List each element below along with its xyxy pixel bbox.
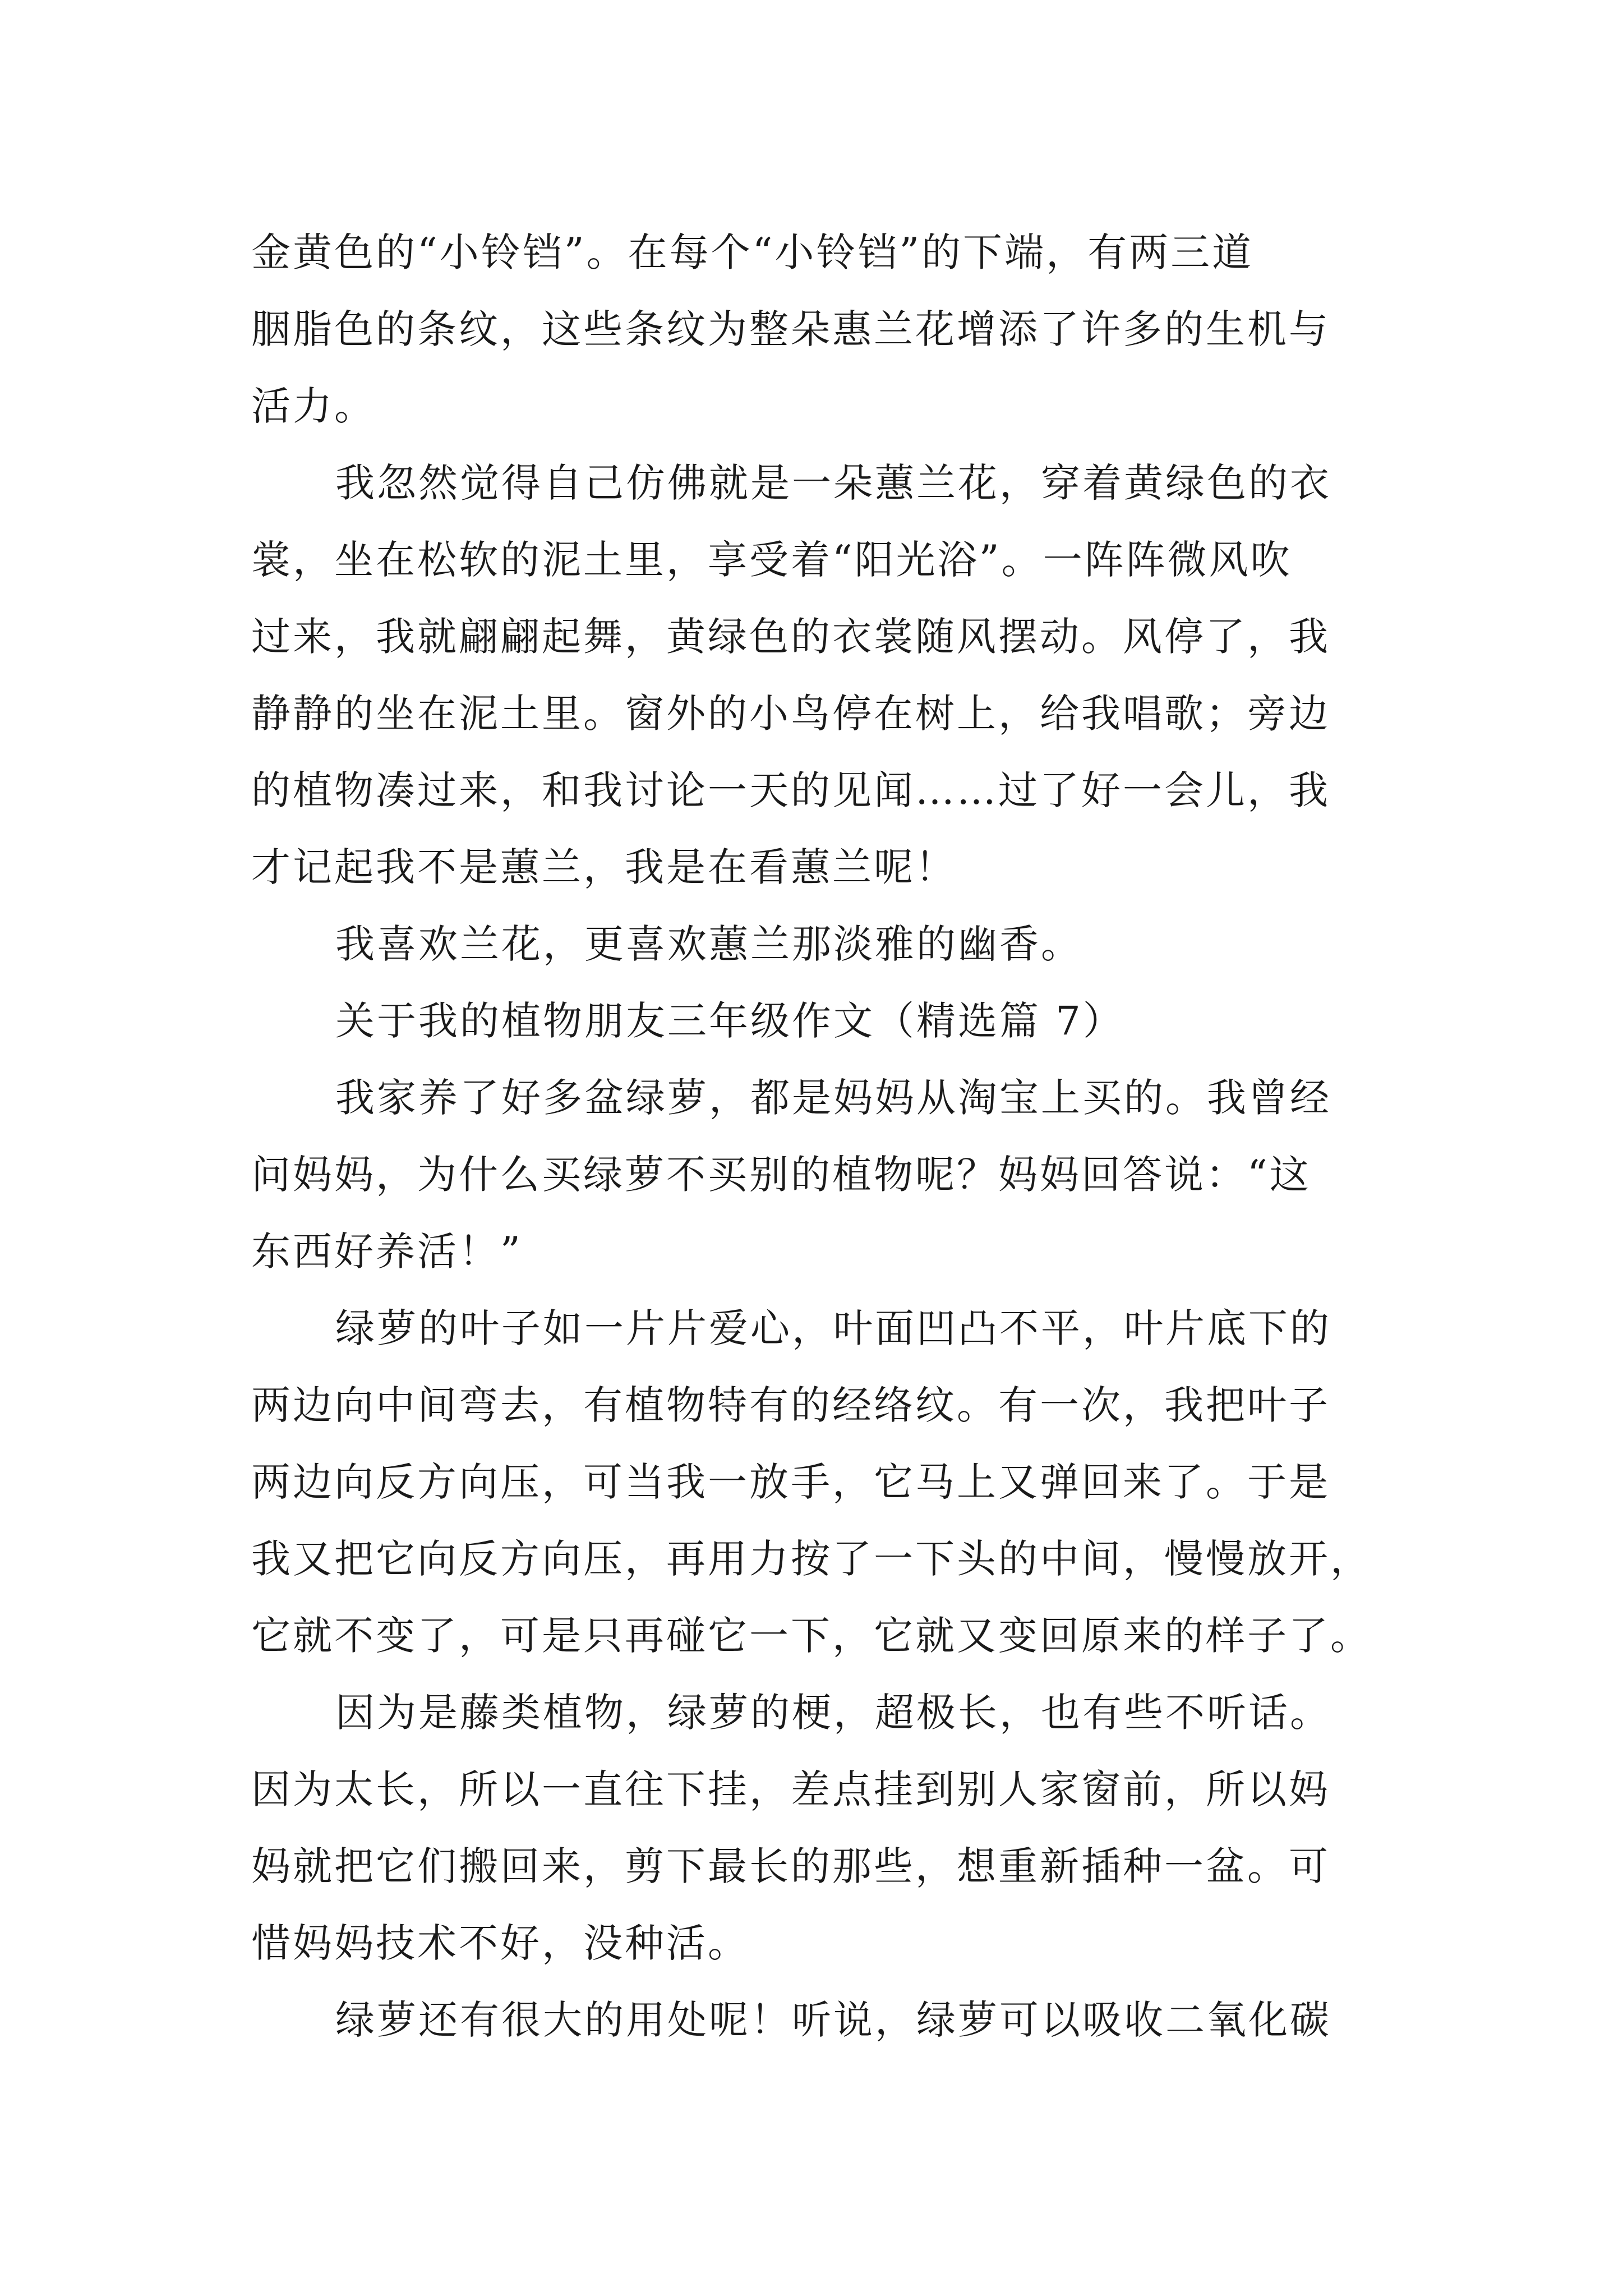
paragraph-start-line: 绿萝的叶子如一片片爱心，叶面凹凸不平，叶片底下的 xyxy=(335,1305,1331,1351)
text-line: 裳，坐在松软的泥土里，享受着“阳光浴”。一阵阵微风吹 xyxy=(251,537,1292,583)
text-line: 因为太长，所以一直往下挂，差点挂到别人家窗前，所以妈 xyxy=(251,1766,1330,1812)
text-line: 惜妈妈技术不好，没种活。 xyxy=(251,1920,749,1966)
paragraph-start-line: 我忽然觉得自己仿佛就是一朵蕙兰花，穿着黄绿色的衣 xyxy=(335,460,1331,506)
text-line: 妈就把它们搬回来，剪下最长的那些，想重新插种一盆。可 xyxy=(251,1843,1330,1889)
paragraph-start-line: 我喜欢兰花，更喜欢蕙兰那淡雅的幽香。 xyxy=(335,921,1082,967)
section-heading: 关于我的植物朋友三年级作文（精选篇 7） xyxy=(335,998,1124,1044)
paragraph-start-line: 我家养了好多盆绿萝，都是妈妈从淘宝上买的。我曾经 xyxy=(335,1075,1331,1121)
text-line: 活力。 xyxy=(251,383,376,429)
text-line: 问妈妈，为什么买绿萝不买别的植物呢？妈妈回答说：“这 xyxy=(251,1152,1311,1198)
text-line: 胭脂色的条纹，这些条纹为整朵惠兰花增添了许多的生机与 xyxy=(251,306,1330,352)
text-line: 两边向中间弯去，有植物特有的经络纹。有一次，我把叶子 xyxy=(251,1382,1330,1428)
text-line: 金黄色的“小铃铛”。在每个“小铃铛”的下端，有两三道 xyxy=(251,229,1254,275)
essay-body xyxy=(251,214,1390,2059)
text-line: 东西好养活！” xyxy=(251,1228,523,1274)
paragraph-start-line: 因为是藤类植物，绿萝的梗，超极长，也有些不听话。 xyxy=(335,1690,1331,1736)
text-line: 才记起我不是蕙兰，我是在看蕙兰呢！ xyxy=(251,844,957,890)
text-line: 两边向反方向压，可当我一放手，它马上又弹回来了。于是 xyxy=(251,1459,1330,1505)
paragraph-start-line: 绿萝还有很大的用处呢！听说，绿萝可以吸收二氧化碳 xyxy=(335,1997,1331,2043)
text-line: 我又把它向反方向压，再用力按了一下头的中间，慢慢放开， xyxy=(251,1536,1372,1582)
text-line: 的植物凑过来，和我讨论一天的见闻……过了好一会儿，我 xyxy=(251,767,1330,813)
text-line: 静静的坐在泥土里。窗外的小鸟停在树上，给我唱歌；旁边 xyxy=(251,691,1330,737)
text-line: 它就不变了，可是只再碰它一下，它就又变回原来的样子了。 xyxy=(251,1613,1372,1659)
text-line: 过来，我就翩翩起舞，黄绿色的衣裳随风摆动。风停了，我 xyxy=(251,614,1330,660)
